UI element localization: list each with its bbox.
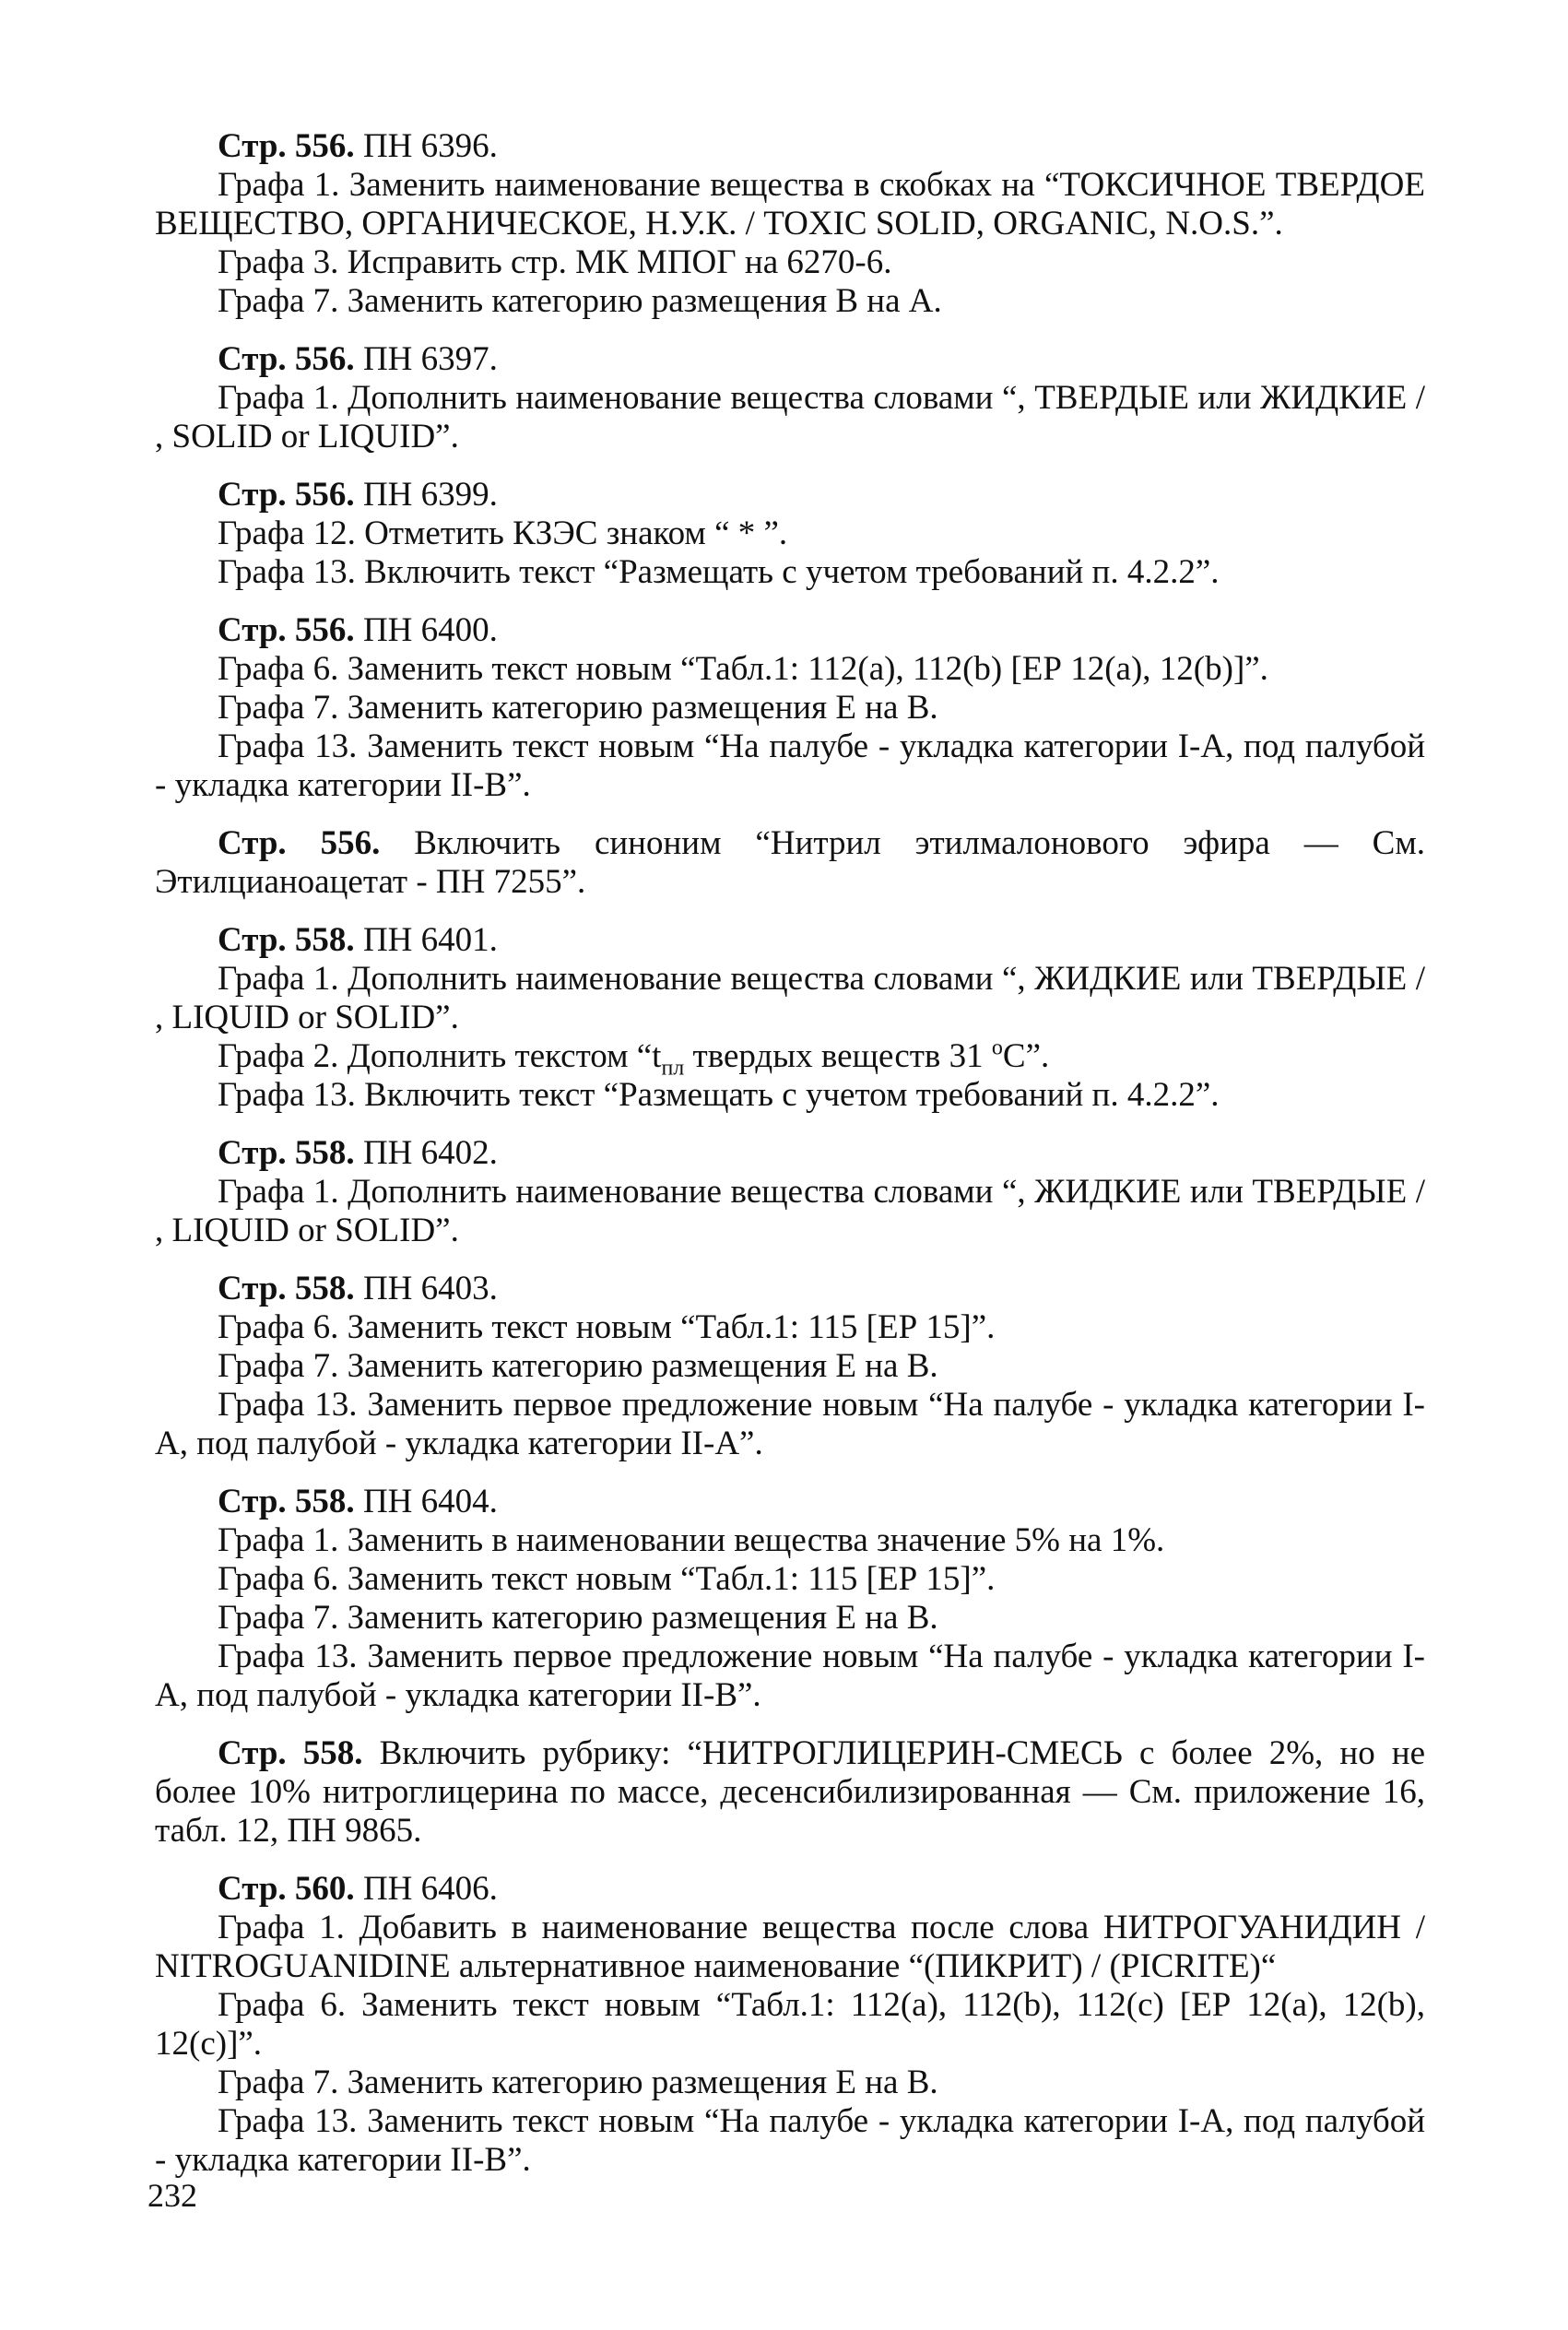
column-instruction: Графа 1. Заменить в наименовании вещества значение 5% на 1%. [218, 1521, 1165, 1559]
entry [155, 340, 1425, 456]
page-ref: Стр. 558. [218, 921, 355, 959]
entry [155, 921, 1425, 1115]
entry-header [155, 340, 1425, 379]
entry [155, 611, 1425, 805]
entry [155, 1870, 1425, 2180]
melting-subscript: пл [661, 1056, 685, 1081]
page-ref: Стр. 558. [218, 1734, 363, 1772]
column-instruction: Графа 1. Заменить наименование вещества в скобках на “ТОКСИЧНОЕ ТВЕРДОЕ ВЕЩЕСТВО, ОРГАНИЧЕСКОЕ, Н.У.К. / TOXIC SOLID, ORGANIC, N.O.S.”. [155, 166, 1425, 242]
page-number: 232 [147, 2177, 197, 2214]
page-ref: Стр. 558. [218, 1134, 355, 1172]
instruction-text: C”. [1002, 1037, 1050, 1075]
page-ref: Стр. 558. [218, 1270, 355, 1307]
column-instruction: Графа 1. Дополнить наименование вещества словами “, ЖИДКИЕ или ТВЕРДЫЕ / , LIQUID or SOLID”. [155, 1173, 1425, 1249]
column-instruction: Графа 7. Заменить категорию размещения В на А. [218, 282, 942, 320]
column-instruction: Графа 7. Заменить категорию размещения Е на В. [218, 1347, 938, 1385]
column-instruction: Графа 1. Дополнить наименование вещества словами “, ТВЕРДЫЕ или ЖИДКИЕ / , SOLID or LIQUID”. [155, 379, 1425, 455]
column-instruction: Графа 13. Включить текст “Размещать с учетом требований п. 4.2.2”. [218, 553, 1220, 591]
column-instruction: Графа 1. Дополнить наименование вещества словами “, ЖИДКИЕ или ТВЕРДЫЕ / , LIQUID or SOLID”. [155, 960, 1425, 1036]
degree-superscript: o [991, 1035, 1003, 1060]
entry-header [155, 1483, 1425, 1521]
column-instruction: Графа 6. Заменить текст новым “Табл.1: 115 [ЕР 15]”. [218, 1308, 996, 1346]
column-instruction: Графа 12. Отметить КЗЭС знаком “ * ”. [218, 514, 788, 552]
entry-subject: ПН 6396. [354, 127, 498, 165]
entry-header [155, 921, 1425, 960]
entry-subject: ПН 6401. [354, 921, 498, 959]
entry [155, 476, 1425, 592]
column-instruction: Графа 13. Заменить первое предложение новым “На палубе - укладка категории I-A, под палубой - укладка категории II-В”. [155, 1638, 1425, 1714]
page-ref: Стр. 558. [218, 1483, 355, 1520]
column-instruction: Графа 3. Исправить стр. МК МПОГ на 6270-6. [218, 243, 892, 281]
page-ref: Стр. 556. [218, 611, 355, 649]
entry-subject: ПН 6403. [354, 1270, 498, 1307]
entry-header [155, 476, 1425, 514]
entry-header [155, 611, 1425, 650]
entry-subject: Включить рубрику: “НИТРОГЛИЦЕРИН-СМЕСЬ с более 2%, но не более 10% нитроглицерина по массе, десенсибилизированная — См. приложение 16, табл. 12, ПН 9865. [155, 1734, 1426, 1850]
page-ref: Стр. 556. [218, 824, 381, 862]
page-ref: Стр. 556. [218, 340, 355, 378]
column-instruction: Графа 13. Заменить текст новым “На палубе - укладка категории I-A, под палубой - укладка категории II-В”. [155, 2102, 1425, 2179]
column-instruction: Графа 6. Заменить текст новым “Табл.1: 112(а), 112(b), 112(с) [ЕР 12(а), 12(b), 12(с)]”. [155, 1986, 1425, 2063]
instruction-text: твердых веществ 31 [684, 1037, 992, 1075]
page-ref: Стр. 560. [218, 1870, 355, 1908]
entry-header [155, 1134, 1425, 1173]
column-instruction: Графа 13. Заменить текст новым “На палубе - укладка категории I-A, под палубой - укладка категории II-В”. [155, 727, 1425, 804]
entry [155, 1270, 1425, 1463]
instruction-text: Графа 2. Дополнить текстом “t [218, 1037, 662, 1075]
entry-subject: ПН 6397. [354, 340, 498, 378]
column-instruction: Графа 13. Заменить первое предложение новым “На палубе - укладка категории I-A, под палубой - укладка категории II-А”. [155, 1386, 1425, 1462]
entry [155, 1483, 1425, 1715]
column-instruction: Графа 13. Включить текст “Размещать с учетом требований п. 4.2.2”. [218, 1076, 1220, 1114]
entry-header [155, 824, 1425, 902]
entry-subject: ПН 6406. [354, 1870, 498, 1908]
column-instruction: Графа 6. Заменить текст новым “Табл.1: 112(а), 112(b) [ЕР 12(а), 12(b)]”. [218, 650, 1268, 688]
column-instruction: Графа 7. Заменить категорию размещения Е на В. [218, 1599, 938, 1637]
column-instruction: Графа 7. Заменить категорию размещения Е на В. [218, 689, 938, 727]
entry-header [155, 1734, 1425, 1851]
page-ref: Стр. 556. [218, 476, 355, 514]
entry-header [155, 1870, 1425, 1909]
entry-subject: ПН 6400. [354, 611, 498, 649]
column-instruction [155, 1035, 1425, 1081]
page-ref: Стр. 556. [218, 127, 355, 165]
entry-subject: ПН 6402. [354, 1134, 498, 1172]
entry-header [155, 1270, 1425, 1308]
document-body [155, 127, 1425, 2199]
entry-subject: ПН 6399. [354, 476, 498, 514]
entry [155, 824, 1425, 902]
column-instruction: Графа 1. Добавить в наименование вещества после слова НИТРОГУАНИДИН / NITROGUANIDINE альтернативное наименование “(ПИКРИТ) / (PICRITE)“ [155, 1909, 1425, 1985]
column-instruction: Графа 6. Заменить текст новым “Табл.1: 115 [ЕР 15]”. [218, 1560, 996, 1598]
entry-header [155, 127, 1425, 166]
entry-subject: ПН 6404. [354, 1483, 498, 1520]
entry [155, 1134, 1425, 1250]
entry [155, 127, 1425, 321]
column-instruction: Графа 7. Заменить категорию размещения Е на В. [218, 2064, 938, 2101]
entry-subject: Включить синоним “Нитрил этилмалонового эфира — См. Этилцианоацетат - ПН 7255”. [155, 824, 1425, 901]
entry [155, 1734, 1425, 1851]
